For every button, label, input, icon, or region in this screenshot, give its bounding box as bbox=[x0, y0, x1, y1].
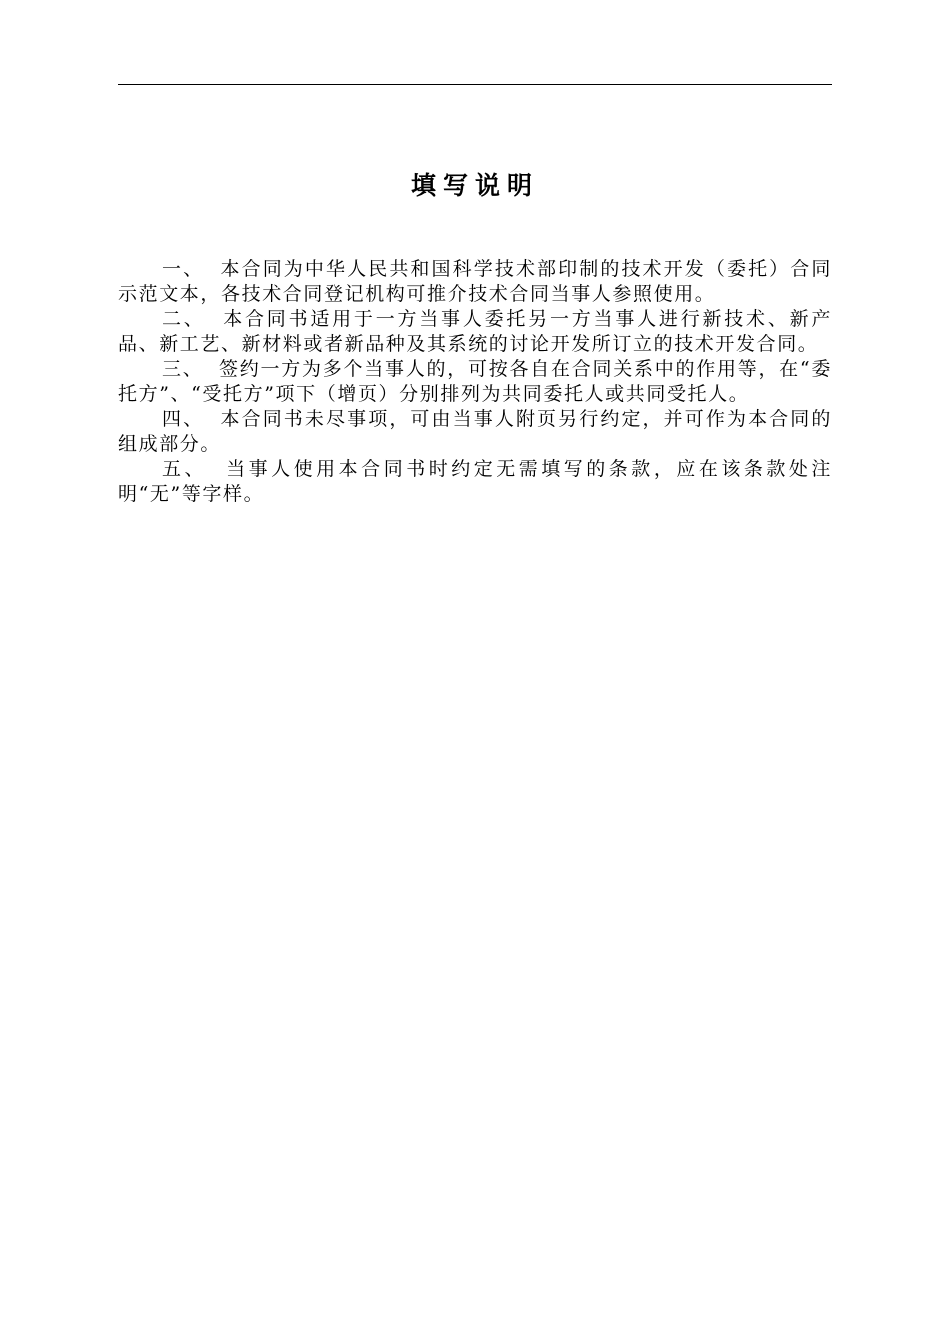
instructions-list bbox=[118, 257, 832, 507]
instruction-item-4: 四、 本合同书未尽事项，可由当事人附页另行约定，并可作为本合同的组成部分。 bbox=[118, 408, 832, 455]
instruction-item-5: 五、 当事人使用本合同书时约定无需填写的条款，应在该条款处注明“无”等字样。 bbox=[118, 458, 832, 505]
instruction-item-1: 一、 本合同为中华人民共和国科学技术部印制的技术开发（委托）合同示范文本，各技术合同登记机构可推介技术合同当事人参照使用。 bbox=[118, 258, 832, 305]
page-title: 填写说明 bbox=[410, 171, 539, 200]
instruction-item-3: 三、 签约一方为多个当事人的，可按各自在合同关系中的作用等，在“委托方”、“受托方”项下（增页）分别排列为共同委托人或共同受托人。 bbox=[118, 358, 832, 405]
instruction-item-2: 二、 本合同书适用于一方当事人委托另一方当事人进行新技术、新产品、新工艺、新材料或者新品种及其系统的讨论开发所订立的技术开发合同。 bbox=[118, 308, 832, 355]
header-rule bbox=[118, 84, 832, 85]
